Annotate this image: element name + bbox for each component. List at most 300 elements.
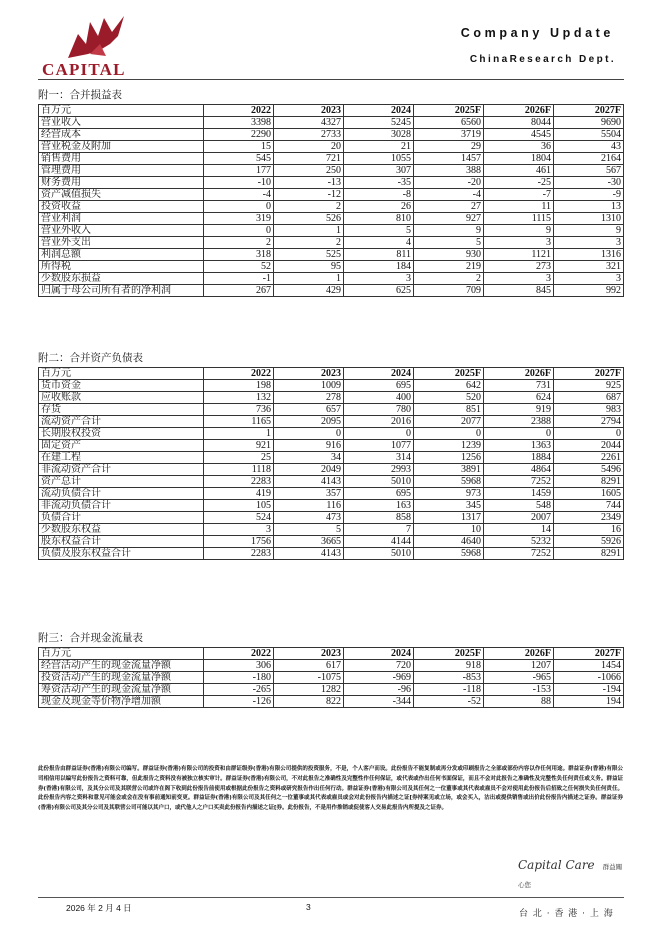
value-cell: 9 [414, 225, 484, 237]
table-row [39, 548, 624, 560]
value-cell: 2 [274, 201, 344, 213]
table-row [39, 684, 624, 696]
value-cell: 983 [554, 404, 624, 416]
value-cell: 321 [554, 261, 624, 273]
value-cell: 0 [274, 428, 344, 440]
row-label: 负债合计 [39, 512, 204, 524]
value-cell: 461 [484, 165, 554, 177]
value-cell: -13 [274, 177, 344, 189]
value-cell: 7252 [484, 476, 554, 488]
year-header: 2027F [554, 105, 624, 117]
table-row [39, 249, 624, 261]
row-label: 财务费用 [39, 177, 204, 189]
value-cell: 625 [344, 285, 414, 297]
value-cell: 14 [484, 524, 554, 536]
row-label: 流动资产合计 [39, 416, 204, 428]
value-cell: 1009 [274, 380, 344, 392]
value-cell: 1459 [484, 488, 554, 500]
value-cell: 526 [274, 213, 344, 225]
value-cell: 736 [204, 404, 274, 416]
value-cell: -265 [204, 684, 274, 696]
value-cell: -1075 [274, 672, 344, 684]
value-cell: 3 [484, 237, 554, 249]
row-label: 所得税 [39, 261, 204, 273]
value-cell: 1317 [414, 512, 484, 524]
value-cell: -4 [204, 189, 274, 201]
table-header-row [39, 105, 624, 117]
value-cell: 0 [484, 428, 554, 440]
value-cell: 9 [554, 225, 624, 237]
value-cell: 429 [274, 285, 344, 297]
value-cell: 3398 [204, 117, 274, 129]
value-cell: 921 [204, 440, 274, 452]
value-cell: 278 [274, 392, 344, 404]
value-cell: 642 [414, 380, 484, 392]
value-cell: 15 [204, 141, 274, 153]
value-cell: 2077 [414, 416, 484, 428]
value-cell: 2283 [204, 476, 274, 488]
table-row [39, 213, 624, 225]
row-label: 长期股权投资 [39, 428, 204, 440]
value-cell: 250 [274, 165, 344, 177]
row-label: 管理费用 [39, 165, 204, 177]
value-cell: 1115 [484, 213, 554, 225]
value-cell: 4 [344, 237, 414, 249]
year-header: 2025F [414, 368, 484, 380]
value-cell: 858 [344, 512, 414, 524]
table-row [39, 440, 624, 452]
year-header: 2022 [204, 105, 274, 117]
row-label: 流动负债合计 [39, 488, 204, 500]
row-label: 筹资活动产生的现金流量净额 [39, 684, 204, 696]
value-cell: 624 [484, 392, 554, 404]
value-cell: 524 [204, 512, 274, 524]
unit-header: 百万元 [39, 105, 204, 117]
year-header: 2024 [344, 648, 414, 660]
header-divider [38, 79, 624, 80]
year-header: 2024 [344, 105, 414, 117]
value-cell: 88 [484, 696, 554, 708]
value-cell: 3 [344, 273, 414, 285]
value-cell: 273 [484, 261, 554, 273]
row-label: 股东权益合计 [39, 536, 204, 548]
value-cell: 5245 [344, 117, 414, 129]
value-cell: 27 [414, 201, 484, 213]
value-cell: 1 [274, 273, 344, 285]
value-cell: 845 [484, 285, 554, 297]
row-label: 少数股东损益 [39, 273, 204, 285]
value-cell: -25 [484, 177, 554, 189]
value-cell: 1256 [414, 452, 484, 464]
report-date: 2026 年 2 月 4 日 [66, 903, 132, 913]
value-cell: 744 [554, 500, 624, 512]
value-cell: -96 [344, 684, 414, 696]
value-cell: 2283 [204, 548, 274, 560]
value-cell: 2007 [484, 512, 554, 524]
value-cell: 7 [344, 524, 414, 536]
year-header: 2025F [414, 105, 484, 117]
value-cell: 419 [204, 488, 274, 500]
value-cell: -30 [554, 177, 624, 189]
value-cell: -118 [414, 684, 484, 696]
value-cell: 4864 [484, 464, 554, 476]
value-cell: 9690 [554, 117, 624, 129]
unit-header: 百万元 [39, 368, 204, 380]
value-cell: 116 [274, 500, 344, 512]
table-row [39, 392, 624, 404]
row-label: 经营活动产生的现金流量净额 [39, 660, 204, 672]
page-header [0, 0, 662, 90]
value-cell: 709 [414, 285, 484, 297]
value-cell: 2388 [484, 416, 554, 428]
value-cell: 1756 [204, 536, 274, 548]
capital-care-brand [518, 856, 628, 889]
value-cell: 2044 [554, 440, 624, 452]
value-cell: 21 [344, 141, 414, 153]
value-cell: 3 [484, 273, 554, 285]
value-cell: 1055 [344, 153, 414, 165]
row-label: 现金及现金等价物净增加额 [39, 696, 204, 708]
value-cell: 720 [344, 660, 414, 672]
value-cell: -20 [414, 177, 484, 189]
value-cell: -35 [344, 177, 414, 189]
value-cell: 5496 [554, 464, 624, 476]
table-row [39, 660, 624, 672]
page-number: 3 [306, 902, 311, 912]
office-cities: 台 北 · 香 港 · 上 海 [519, 909, 614, 919]
value-cell: 25 [204, 452, 274, 464]
value-cell: 1207 [484, 660, 554, 672]
value-cell: 2290 [204, 129, 274, 141]
value-cell: 822 [274, 696, 344, 708]
table-row [39, 476, 624, 488]
value-cell: 2095 [274, 416, 344, 428]
value-cell: 567 [554, 165, 624, 177]
value-cell: 5 [274, 524, 344, 536]
value-cell: 4327 [274, 117, 344, 129]
value-cell: 0 [414, 428, 484, 440]
table-header-row [39, 648, 624, 660]
value-cell: 319 [204, 213, 274, 225]
value-cell: 5 [344, 225, 414, 237]
value-cell: -126 [204, 696, 274, 708]
value-cell: 95 [274, 261, 344, 273]
row-label: 营业利润 [39, 213, 204, 225]
value-cell: 2049 [274, 464, 344, 476]
table-row [39, 536, 624, 548]
value-cell: 357 [274, 488, 344, 500]
value-cell: 0 [344, 428, 414, 440]
value-cell: -153 [484, 684, 554, 696]
value-cell: 1165 [204, 416, 274, 428]
bird-logo-icon [60, 14, 130, 60]
row-label: 营业税金及附加 [39, 141, 204, 153]
year-header: 2026F [484, 648, 554, 660]
value-cell: -1 [204, 273, 274, 285]
year-header: 2026F [484, 368, 554, 380]
table-row [39, 189, 624, 201]
brand-script-text: Capital Care [518, 858, 595, 872]
value-cell: 3 [554, 273, 624, 285]
table-row [39, 380, 624, 392]
value-cell: 5 [414, 237, 484, 249]
legal-disclaimer: 此份报告由群益证券(香港)有限公司编写。群益证券(香港)有限公司的投资和由群证级券(香港)有限公司提供的投资服务，不是，个人客户而设。此份报告不能复制或再分发或印刷报告之全部或部份内容以作任何用途。群益证券(香港)有限公司相信用以编写此份报告之资料可靠，但此报告之资料没有被独立核实审计。群益证券(香港)有限公司，不对此报告之准确性及完整性作任何保证，或代表或作出任何书面保证，而且不会对此报告之准确性及完整性负任何责任或义务。群益证券(香港)有限公司，及其分公司及其联营公司或许在阁下收到此份报告前使用或根据此份报告之资料或研究报告作出任何行动。群益证券(香港)有限公司及其任何之一位董事或其代表或雇员不会对使用此份报告后招致之任何损失负任何责任。此份报告内容之资料和意见可能会或会在没有事前通知前变更。群益证券(香港)有限公司及其任何之一位董事或其代表或雇员或会对此份报告内描述之证[券持案见或立场，或会买入，沽出或提供销售或出价此份报告内描述之证券。群益证券(香港)有限公司及其分公司及其联营公司可能以其户口，或代他人之户口买卖此份报告内描述之证[券。此份报告，不是用作推销或促使客人交易此报告内所提及之证券。 [38, 766, 623, 812]
value-cell: 194 [554, 696, 624, 708]
value-cell: 314 [344, 452, 414, 464]
table-row [39, 285, 624, 297]
table-row [39, 201, 624, 213]
value-cell: 851 [414, 404, 484, 416]
value-cell: 177 [204, 165, 274, 177]
value-cell: 657 [274, 404, 344, 416]
table-row [39, 261, 624, 273]
cash-flow-title: 附三：合并现金流量表 [38, 633, 143, 644]
value-cell: 43 [554, 141, 624, 153]
value-cell: 927 [414, 213, 484, 225]
value-cell: 1077 [344, 440, 414, 452]
value-cell: 1239 [414, 440, 484, 452]
row-label: 负债及股东权益合计 [39, 548, 204, 560]
value-cell: 721 [274, 153, 344, 165]
balance-sheet-table [38, 367, 624, 560]
table-row [39, 416, 624, 428]
value-cell: 9 [484, 225, 554, 237]
year-header: 2026F [484, 105, 554, 117]
value-cell: 687 [554, 392, 624, 404]
value-cell: 2733 [274, 129, 344, 141]
value-cell: -969 [344, 672, 414, 684]
row-label: 资产总计 [39, 476, 204, 488]
row-label: 非流动资产合计 [39, 464, 204, 476]
value-cell: 267 [204, 285, 274, 297]
value-cell: 163 [344, 500, 414, 512]
year-header: 2022 [204, 368, 274, 380]
unit-header: 百万元 [39, 648, 204, 660]
value-cell: 918 [414, 660, 484, 672]
value-cell: 695 [344, 488, 414, 500]
value-cell: 10 [414, 524, 484, 536]
table-row [39, 237, 624, 249]
value-cell: 1118 [204, 464, 274, 476]
capital-logo [38, 14, 148, 80]
value-cell: 1 [274, 225, 344, 237]
row-label: 投资活动产生的现金流量净额 [39, 672, 204, 684]
value-cell: 198 [204, 380, 274, 392]
value-cell: 810 [344, 213, 414, 225]
value-cell: 2349 [554, 512, 624, 524]
value-cell: 4640 [414, 536, 484, 548]
value-cell: 4143 [274, 476, 344, 488]
table-row [39, 153, 624, 165]
value-cell: 916 [274, 440, 344, 452]
value-cell: -194 [554, 684, 624, 696]
value-cell: 3028 [344, 129, 414, 141]
value-cell: 29 [414, 141, 484, 153]
value-cell: -10 [204, 177, 274, 189]
value-cell: 2 [204, 237, 274, 249]
value-cell: 5232 [484, 536, 554, 548]
value-cell: -965 [484, 672, 554, 684]
table-row [39, 524, 624, 536]
value-cell: 545 [204, 153, 274, 165]
value-cell: -344 [344, 696, 414, 708]
year-header: 2027F [554, 648, 624, 660]
value-cell: 617 [274, 660, 344, 672]
value-cell: 307 [344, 165, 414, 177]
table-row [39, 488, 624, 500]
table-row [39, 404, 624, 416]
table-row [39, 177, 624, 189]
value-cell: 4545 [484, 129, 554, 141]
value-cell: -7 [484, 189, 554, 201]
row-label: 在建工程 [39, 452, 204, 464]
value-cell: -180 [204, 672, 274, 684]
year-header: 2023 [274, 368, 344, 380]
value-cell: 3719 [414, 129, 484, 141]
value-cell: 8044 [484, 117, 554, 129]
table-row [39, 273, 624, 285]
value-cell: -12 [274, 189, 344, 201]
value-cell: 3665 [274, 536, 344, 548]
value-cell: 8291 [554, 548, 624, 560]
value-cell: 5010 [344, 476, 414, 488]
value-cell: 219 [414, 261, 484, 273]
value-cell: 973 [414, 488, 484, 500]
value-cell: 1310 [554, 213, 624, 225]
value-cell: 345 [414, 500, 484, 512]
value-cell: 1457 [414, 153, 484, 165]
row-label: 应收账款 [39, 392, 204, 404]
value-cell: 5926 [554, 536, 624, 548]
value-cell: 0 [204, 225, 274, 237]
value-cell: 20 [274, 141, 344, 153]
value-cell: 1454 [554, 660, 624, 672]
value-cell: 992 [554, 285, 624, 297]
value-cell: 3 [204, 524, 274, 536]
value-cell: 811 [344, 249, 414, 261]
row-label: 少数股东权益 [39, 524, 204, 536]
value-cell: 2 [414, 273, 484, 285]
value-cell: 548 [484, 500, 554, 512]
value-cell: 1282 [274, 684, 344, 696]
table-row [39, 452, 624, 464]
value-cell: -1066 [554, 672, 624, 684]
value-cell: 8291 [554, 476, 624, 488]
value-cell: 36 [484, 141, 554, 153]
table-row [39, 428, 624, 440]
value-cell: 4144 [344, 536, 414, 548]
row-label: 固定资产 [39, 440, 204, 452]
value-cell: 318 [204, 249, 274, 261]
value-cell: 26 [344, 201, 414, 213]
value-cell: 5968 [414, 548, 484, 560]
row-label: 利润总额 [39, 249, 204, 261]
value-cell: 34 [274, 452, 344, 464]
value-cell: 695 [344, 380, 414, 392]
report-type-title: Company Update [460, 26, 614, 40]
value-cell: 388 [414, 165, 484, 177]
value-cell: 306 [204, 660, 274, 672]
income-statement-title: 附一：合并损益表 [38, 90, 122, 101]
value-cell: 520 [414, 392, 484, 404]
cash-flow-section [38, 632, 623, 708]
table-row [39, 225, 624, 237]
value-cell: 925 [554, 380, 624, 392]
value-cell: 7252 [484, 548, 554, 560]
table-row [39, 117, 624, 129]
value-cell: -4 [414, 189, 484, 201]
row-label: 存货 [39, 404, 204, 416]
department-subtitle: ChinaResearch Dept. [469, 54, 616, 65]
value-cell: 1605 [554, 488, 624, 500]
value-cell: 1804 [484, 153, 554, 165]
value-cell: -52 [414, 696, 484, 708]
year-header: 2022 [204, 648, 274, 660]
value-cell: 1884 [484, 452, 554, 464]
table-header-row [39, 368, 624, 380]
row-label: 营业收入 [39, 117, 204, 129]
value-cell: 2 [274, 237, 344, 249]
value-cell: -853 [414, 672, 484, 684]
value-cell: 0 [554, 428, 624, 440]
value-cell: 930 [414, 249, 484, 261]
balance-sheet-title: 附二：合并资产负债表 [38, 353, 143, 364]
year-header: 2024 [344, 368, 414, 380]
table-row [39, 141, 624, 153]
row-label: 经营成本 [39, 129, 204, 141]
value-cell: 2794 [554, 416, 624, 428]
table-row [39, 696, 624, 708]
value-cell: 184 [344, 261, 414, 273]
value-cell: 5010 [344, 548, 414, 560]
balance-sheet-section [38, 352, 623, 560]
value-cell: 4143 [274, 548, 344, 560]
year-header: 2023 [274, 648, 344, 660]
value-cell: 2993 [344, 464, 414, 476]
logo-wordmark: CAPITAL [42, 60, 126, 79]
row-label: 非流动负债合计 [39, 500, 204, 512]
table-row [39, 672, 624, 684]
row-label: 货币资金 [39, 380, 204, 392]
value-cell: 5504 [554, 129, 624, 141]
year-header: 2025F [414, 648, 484, 660]
row-label: 资产减值损失 [39, 189, 204, 201]
row-label: 投资收益 [39, 201, 204, 213]
year-header: 2027F [554, 368, 624, 380]
value-cell: 5968 [414, 476, 484, 488]
value-cell: 16 [554, 524, 624, 536]
value-cell: 3 [554, 237, 624, 249]
value-cell: 473 [274, 512, 344, 524]
value-cell: 731 [484, 380, 554, 392]
value-cell: 132 [204, 392, 274, 404]
income-statement-table [38, 104, 624, 297]
value-cell: 105 [204, 500, 274, 512]
value-cell: 6560 [414, 117, 484, 129]
value-cell: 1121 [484, 249, 554, 261]
income-statement-section [38, 89, 623, 297]
table-row [39, 512, 624, 524]
value-cell: 919 [484, 404, 554, 416]
value-cell: 780 [344, 404, 414, 416]
value-cell: 13 [554, 201, 624, 213]
value-cell: 2261 [554, 452, 624, 464]
value-cell: 11 [484, 201, 554, 213]
footer-divider [38, 897, 624, 898]
year-header: 2023 [274, 105, 344, 117]
table-row [39, 500, 624, 512]
row-label: 销售费用 [39, 153, 204, 165]
